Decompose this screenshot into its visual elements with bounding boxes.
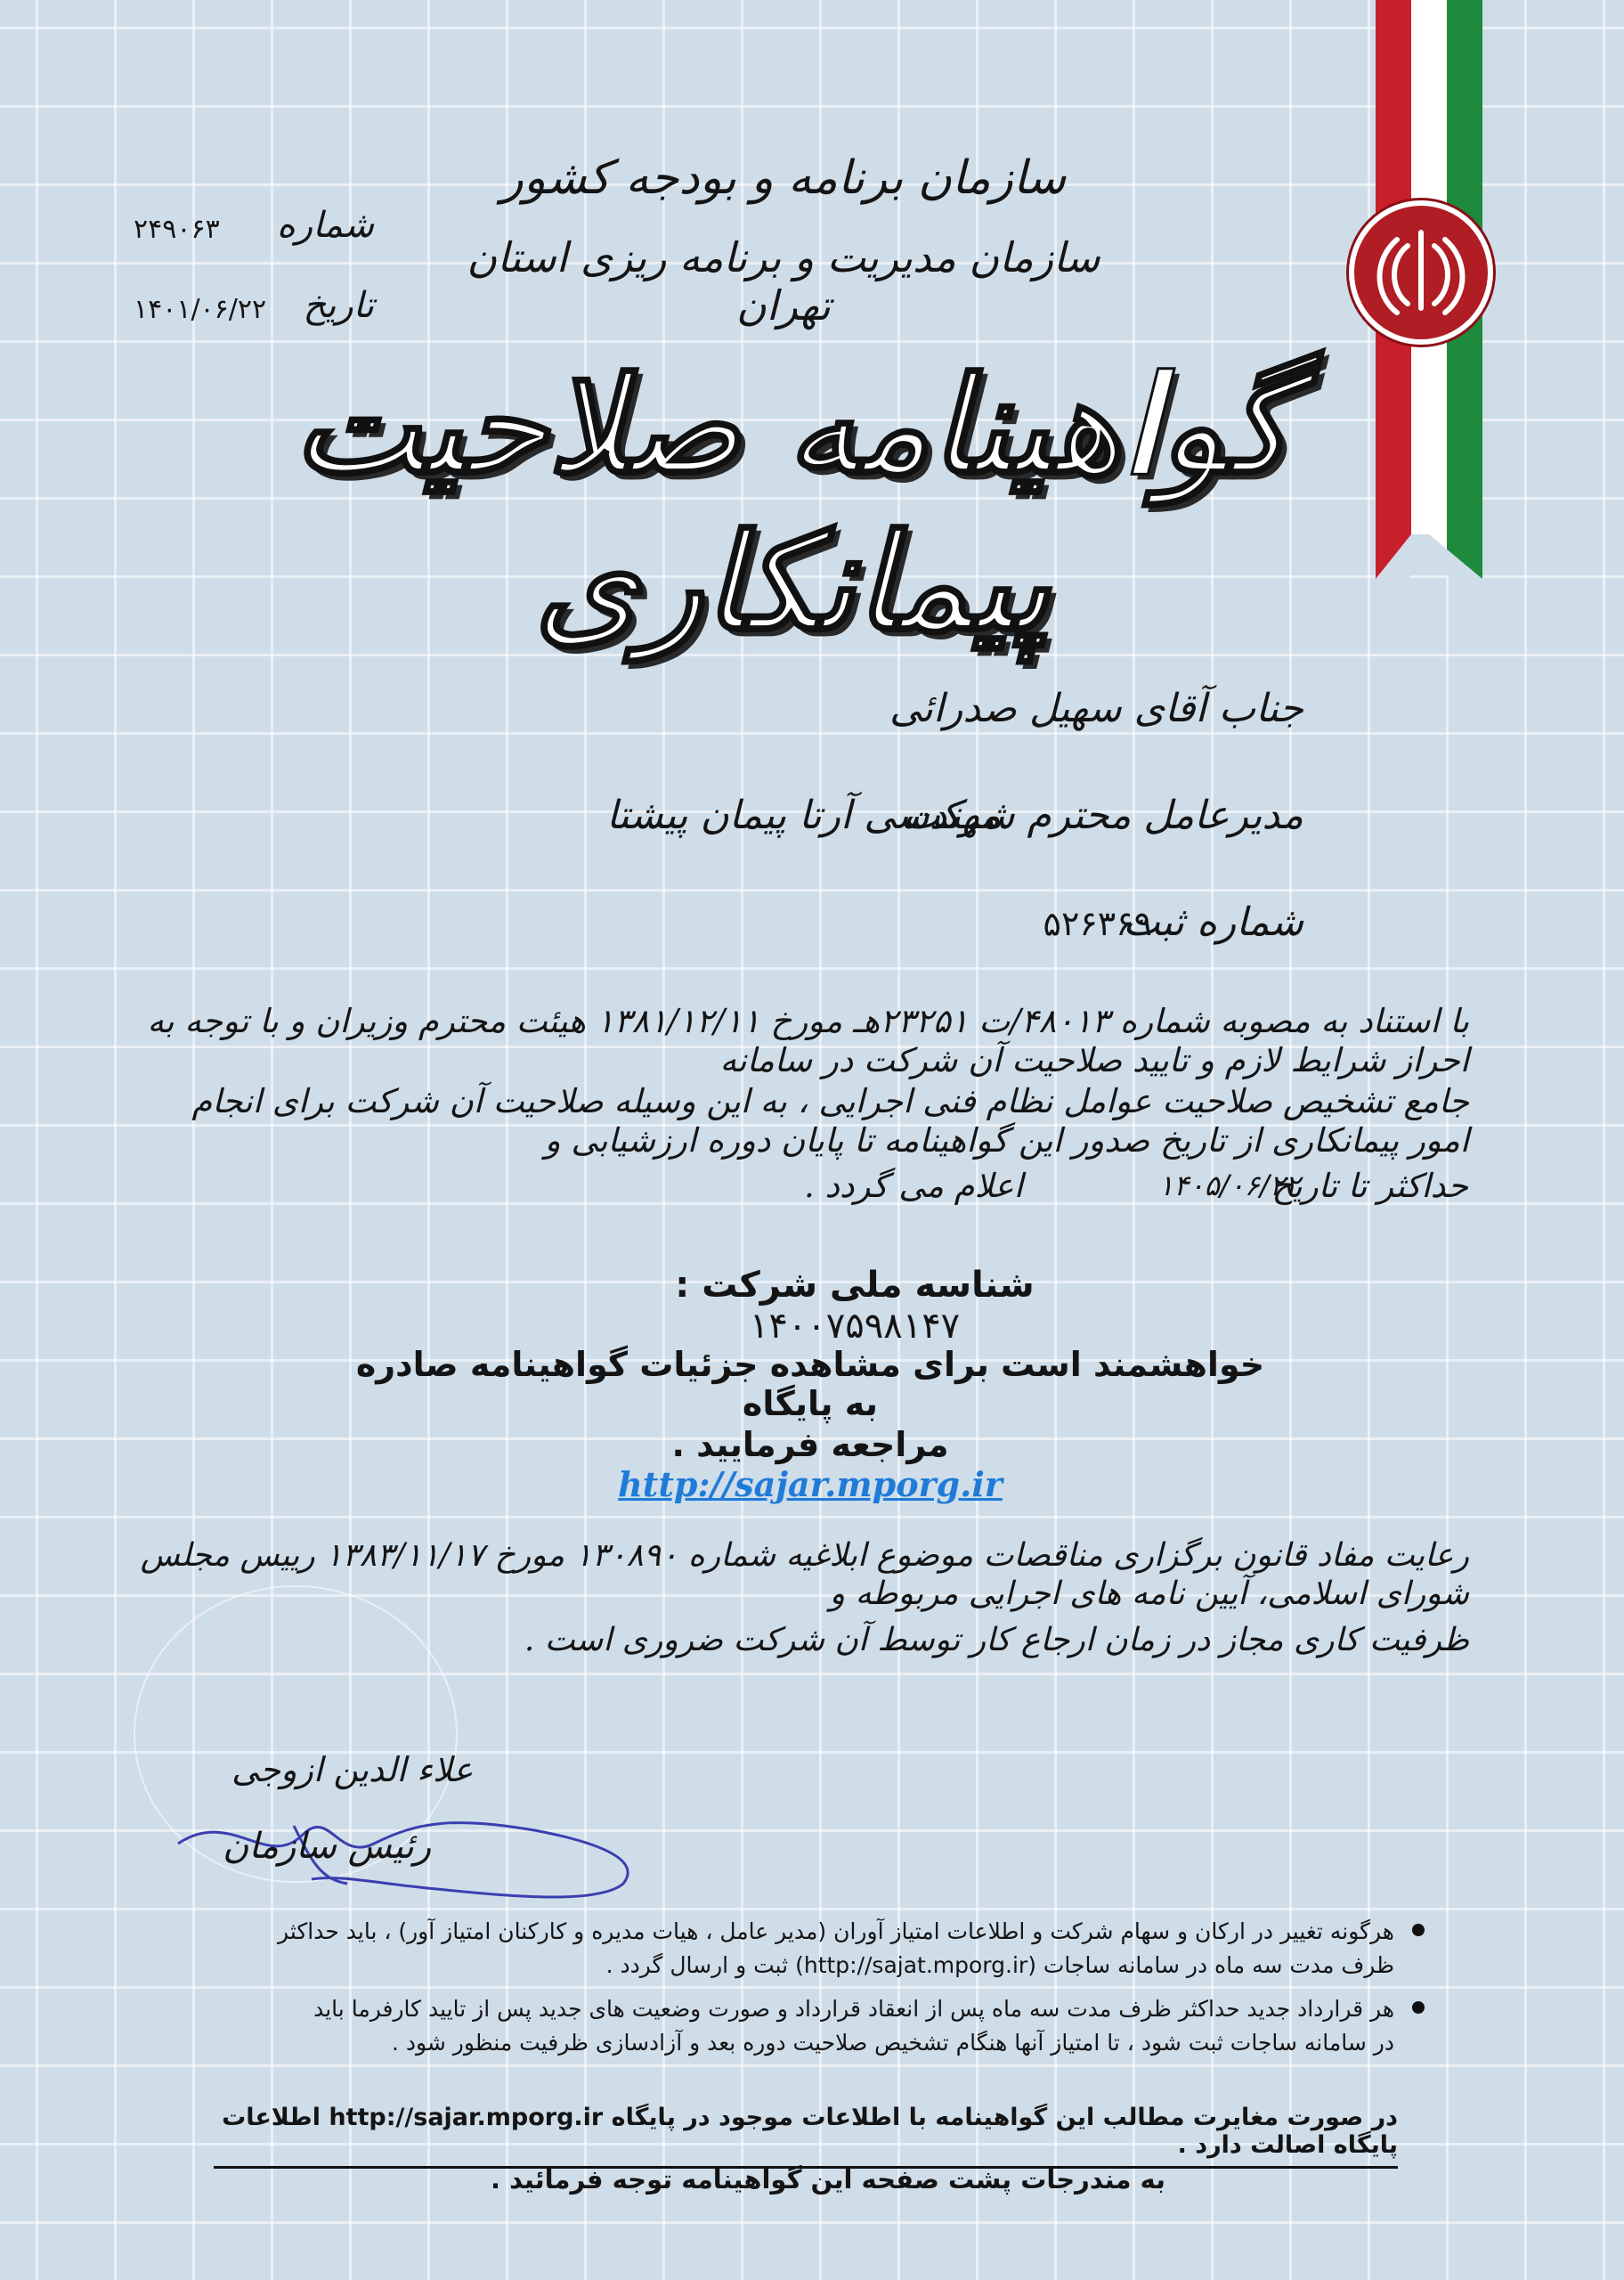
national-id-label: شناسه ملی شرکت : [675,1265,1035,1306]
authenticity-warning: در صورت مغایرت مطالب این گواهینامه با اطلاعات موجود در پایگاه http://sajar.mporg.ir اطلاعات پایگاه اصالت دارد . [214,2104,1398,2169]
footer-note: به مندرجات پشت صفحه این گواهینامه توجه فرمائید . [491,2164,1165,2194]
notes-list [196,1915,1425,2070]
portal-line-1: خواهشمند است برای مشاهده جزئیات گواهینامه صادره به پایگاه [355,1345,1265,1423]
note-line: هرگونه تغییر در ارکان و سهام شرکت و اطلاعات امتیاز آوران (مدیر عامل ، هیات مدیره و کارکنان امتیاز آور) ، باید حداکثر [278,1918,1394,1944]
portal-suffix: مراجعه فرمایید . [671,1425,949,1464]
note-item [196,1915,1425,1982]
registration-number: ۵۲۶۳۶۹ [1043,904,1152,943]
number-value: ۲۴۹۰۶۳ [134,214,220,245]
company-name: مهندسی آرتا پیمان پیشتا [606,793,1001,838]
note-item [196,1992,1425,2059]
validity-date: ۱۴۰۵/۰۶/۲۲ [1157,1168,1300,1202]
recipient-role: مدیرعامل محترم شرکت [903,793,1303,838]
portal-line-2 [499,1425,1122,1504]
organization-sub: سازمان مدیریت و برنامه ریزی استان تهران [467,233,1100,330]
bullet-icon [1412,2001,1425,2014]
portal-link[interactable]: http://sajar.mporg.ir [618,1464,1003,1504]
signatory-name: علاء الدین ازوجی [231,1750,474,1789]
note-line: هر قرارداد جدید حداکثر ظرف مدت سه ماه پس از انعقاد قرارداد و صورت وضعیت های جدید پس از تایید کارفرما باید [313,1996,1394,2022]
body-line-3-end: اعلام می گردد . [803,1167,1023,1205]
date-value: ۱۴۰۱/۰۶/۲۲ [134,294,267,325]
compliance-line-2: ظرفیت کاری مجاز در زمان ارجاع کار توسط آن شرکت ضروری است . [524,1622,1469,1658]
national-id [605,1265,1104,1347]
national-id-value: ۱۴۰۰۷۵۹۸۱۴۷ [749,1306,961,1347]
organization-main: سازمان برنامه و بودجه کشور [500,151,1067,205]
bullet-icon [1412,1924,1425,1936]
note-line: ظرف مدت سه ماه در سامانه ساجات (http://sajat.mporg.ir) ثبت و ارسال گردد . [605,1951,1394,1978]
number-label: شماره [276,205,374,246]
signatory-title: رئیس سازمان [223,1826,432,1867]
note-line: در سامانه ساجات ثبت شود ، تا امتیاز آنها هنگام تشخیص صلاحیت دوره بعد و آزادسازی ظرفیت منظور شود . [391,2029,1394,2056]
date-row [134,285,374,338]
compliance-line-1: رعایت مفاد قانون برگزاری مناقصات موضوع ابلاغیه شماره ۱۳۰۸۹۰ مورخ ۱۳۸۳/۱۱/۱۷ رییس مجلس شورای اسلامی، آیین نامه های اجرایی مربوطه و [140,1537,1469,1613]
number-row [134,205,374,258]
date-label: تاریخ [303,285,374,326]
iran-emblem-icon [1349,200,1493,345]
body-line-3-start: حداکثر تا تاریخ [1271,1167,1468,1205]
body-line-1: با استناد به مصوبه شماره ۴۸۰۱۳/ت ۲۳۲۵۱هـ مورخ ۱۳۸۱/۱۲/۱۱ هیئت محترم وزیران و با توجه به احراز شرایط لازم و تایید صلاحیت آن شرکت در سامانه [147,1002,1469,1080]
body-line-2: جامع تشخیص صلاحیت عوامل نظام فنی اجرایی ، به این وسیله صلاحیت آن شرکت برای انجام امور پیمانکاری از تاریخ صدور این گواهینامه تا پایان دوره ارزشیابی و [191,1082,1469,1160]
certificate-title: گواهینامه صلاحیت پیمانکاری [293,347,1292,661]
recipient-name: جناب آقای سهیل صدرائی [889,686,1303,731]
registration-label: شماره ثبت [1123,900,1303,945]
